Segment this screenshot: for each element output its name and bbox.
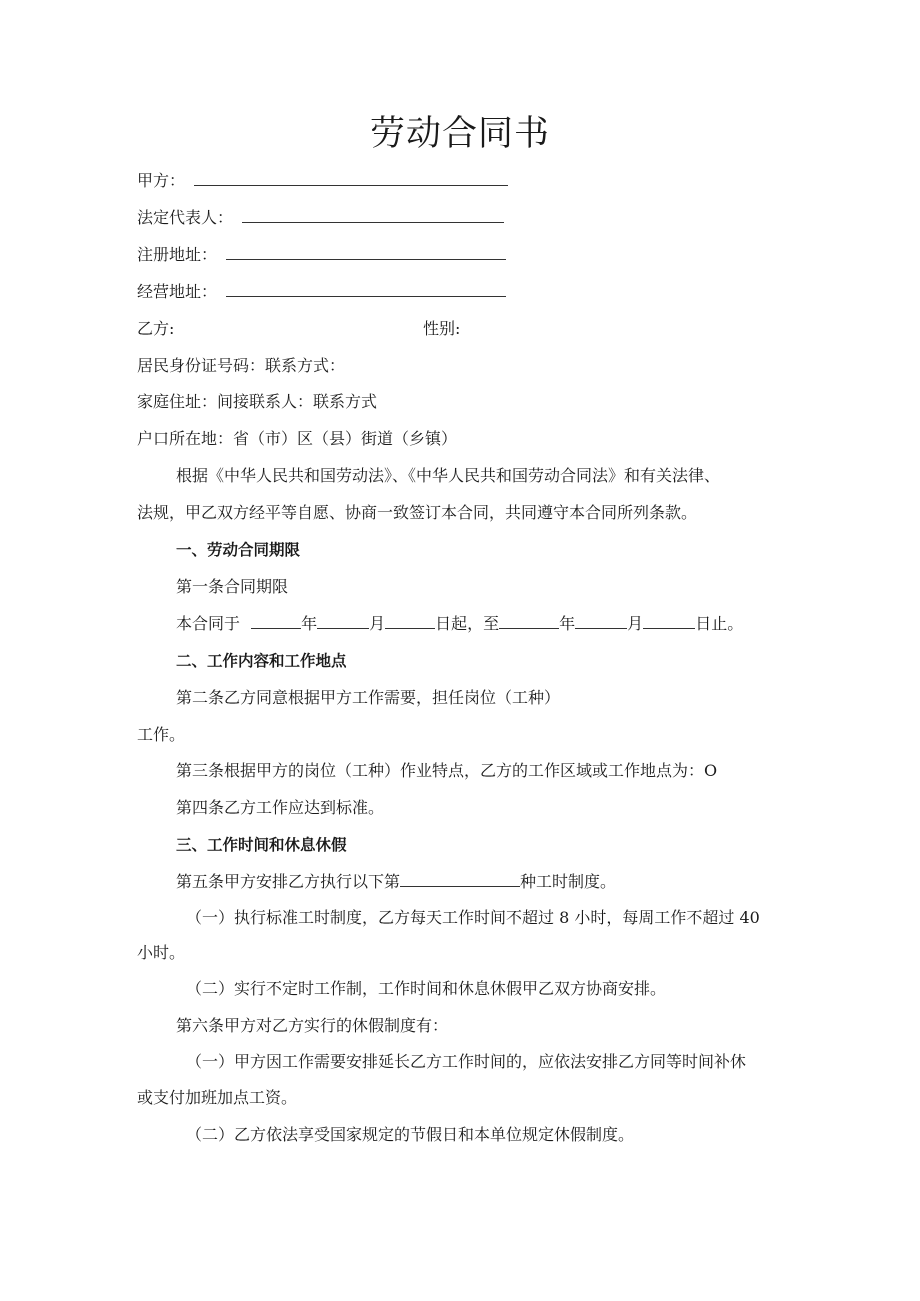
hukou-line: 户口所在地：省（市）区（县）街道（乡镇） <box>137 429 458 448</box>
article-2-line-1: 第二条乙方同意根据甲方工作需要，担任岗位（工种） <box>176 688 561 707</box>
article-5-item-1-line-2: 小时。 <box>137 943 186 962</box>
start-year-label: 年 <box>301 614 318 633</box>
end-day-blank[interactable] <box>643 613 695 629</box>
work-hours-type-blank[interactable] <box>400 871 520 887</box>
reg-address-label: 注册地址： <box>137 245 218 264</box>
end-year-label: 年 <box>559 614 576 633</box>
end-year-blank[interactable] <box>499 613 559 629</box>
day-from-label: 日起，至 <box>435 614 500 633</box>
article-5-line <box>176 871 616 893</box>
start-year-blank[interactable] <box>251 613 301 629</box>
party-b-label: 乙方: <box>137 319 175 338</box>
biz-address-label: 经营地址： <box>137 282 218 301</box>
legal-rep-blank[interactable] <box>242 207 504 223</box>
section-2-heading: 二、工作内容和工作地点 <box>176 652 347 670</box>
article-6-item-2: （二）乙方依法享受国家规定的节假日和本单位规定休假制度。 <box>186 1125 635 1144</box>
start-month-blank[interactable] <box>317 613 369 629</box>
party-b-line <box>137 318 174 340</box>
article-1: 第一条合同期限 <box>176 577 289 596</box>
id-line: 居民身份证号码：联系方式： <box>137 356 346 375</box>
article-6-item-1-line-2: 或支付加班加点工资。 <box>137 1088 298 1107</box>
article-4: 第四条乙方工作应达到标准。 <box>176 798 385 817</box>
intro-line-1: 根据《中华人民共和国劳动法》、《中华人民共和国劳动合同法》和有关法律、 <box>176 466 721 485</box>
start-day-blank[interactable] <box>385 613 435 629</box>
article-5-item-2: （二）实行不定时工作制，工作时间和休息休假甲乙双方协商安排。 <box>186 979 667 998</box>
end-month-blank[interactable] <box>575 613 627 629</box>
party-a-label: 甲方： <box>137 171 186 190</box>
gender-line <box>423 318 460 340</box>
article-3: 第三条根据甲方的岗位（工种）作业特点，乙方的工作区域或工作地点为：O <box>176 761 718 780</box>
article-2-line-2: 工作。 <box>137 725 186 744</box>
section-1-heading: 一、劳动合同期限 <box>176 541 301 559</box>
section-3-heading: 三、工作时间和休息休假 <box>176 836 347 854</box>
article-5-item-1-line-1: （一）执行标准工时制度，乙方每天工作时间不超过 8 小时，每周工作不超过 40 <box>186 908 760 927</box>
gender-label: 性别: <box>423 319 461 338</box>
legal-rep-label: 法定代表人： <box>137 208 234 227</box>
reg-address-line <box>137 244 506 266</box>
article-6: 第六条甲方对乙方实行的休假制度有： <box>176 1016 449 1035</box>
biz-address-blank[interactable] <box>226 281 506 297</box>
end-month-label: 月 <box>627 614 644 633</box>
article-6-item-1-line-1: （一）甲方因工作需要安排延长乙方工作时间的，应依法安排乙方同等时间补休 <box>186 1052 747 1071</box>
contract-term-line <box>176 613 743 635</box>
biz-address-line <box>137 281 506 303</box>
reg-address-blank[interactable] <box>226 244 506 260</box>
day-to-label: 日止。 <box>695 614 744 633</box>
article-5-prefix: 第五条甲方安排乙方执行以下第 <box>176 872 401 891</box>
document-title: 劳动合同书 <box>369 114 550 154</box>
home-line: 家庭住址：间接联系人：联系方式 <box>137 392 378 411</box>
term-prefix: 本合同于 <box>176 614 241 633</box>
article-5-suffix: 种工时制度。 <box>520 872 617 891</box>
start-month-label: 月 <box>369 614 386 633</box>
party-a-line <box>137 170 508 192</box>
intro-line-2: 法规，甲乙双方经平等自愿、协商一致签订本合同，共同遵守本合同所列条款。 <box>137 503 698 522</box>
party-a-blank[interactable] <box>194 170 508 186</box>
legal-rep-line <box>137 207 504 229</box>
